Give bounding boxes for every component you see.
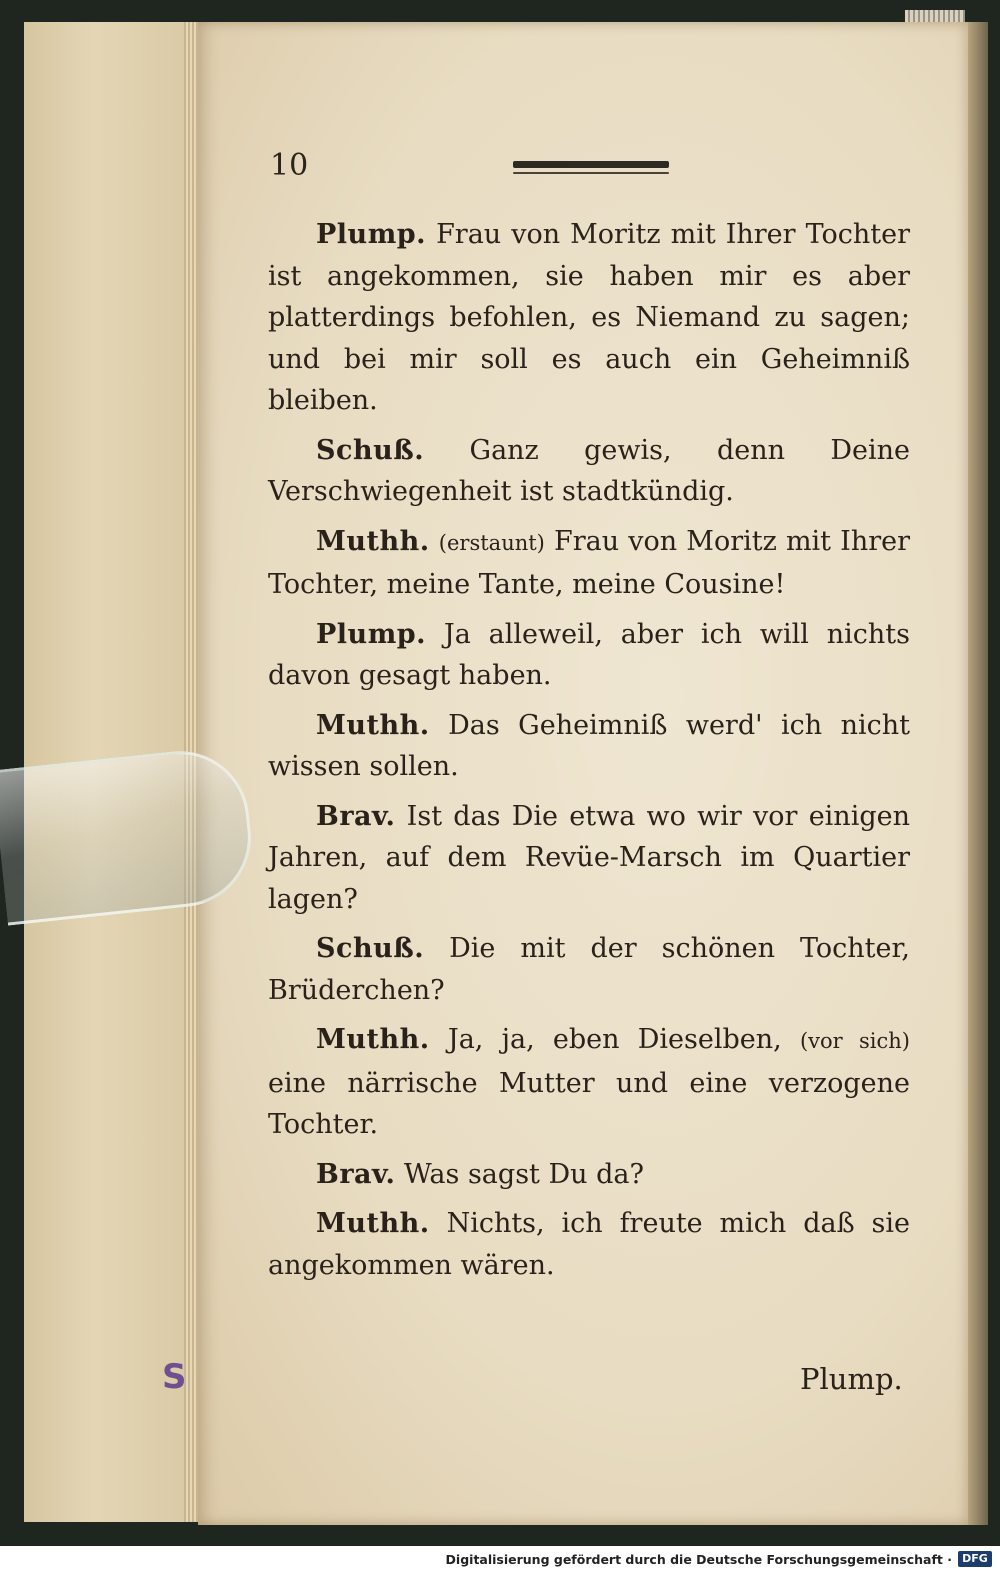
dialogue-text: Frau von Moritz mit Ihrer Tochter, meine Tante, meine Cousine! <box>268 525 911 600</box>
catchword: Plump. <box>800 1362 903 1396</box>
page-number: 10 <box>270 148 309 183</box>
dialogue-text: Ja, ja, eben Dieselben, <box>447 1024 782 1055</box>
dialogue-text: Frau von Moritz mit Ihrer Tochter ist angekommen, sie haben mir es aber platterdings befohlen, es Niemand zu sagen; und bei mir soll es auch ein Geheimniß bleiben. <box>268 219 910 416</box>
speaker-name: Brav. <box>316 800 396 832</box>
dfg-logo-icon: DFG <box>958 1551 992 1567</box>
dialogue-text: Die mit der schönen Tochter, Brüderchen? <box>268 933 910 1006</box>
stage-direction: (erstaunt) <box>438 530 545 555</box>
dialogue-text: Das Geheimniß werd' ich nicht wissen sollen. <box>268 709 910 782</box>
speaker-name: Muthh. <box>316 709 430 741</box>
speaker-name: Muthh. <box>316 1024 430 1055</box>
dialogue-paragraph <box>268 1154 910 1196</box>
dialogue-text: Was sagst Du da? <box>404 1158 644 1190</box>
funding-credit: Digitalisierung gefördert durch die Deutsche Forschungsgemeinschaft · <box>445 1552 952 1567</box>
speaker-name: Muthh. <box>316 1208 430 1239</box>
dialogue-text: Ganz gewis, denn Deine Verschwiegenheit ist stadtkündig. <box>268 434 910 507</box>
dialogue-text: Ja alleweil, aber ich will nichts davon gesagt haben. <box>268 618 910 691</box>
dialogue-paragraph <box>268 796 910 921</box>
dialogue-paragraph <box>268 1203 910 1286</box>
library-stamp: S <box>162 1357 187 1397</box>
dialogue-paragraph <box>268 614 910 697</box>
speaker-name: Plump. <box>316 219 427 250</box>
dialogue-paragraph <box>268 928 910 1011</box>
dialogue-paragraph <box>268 705 910 788</box>
header-rule <box>513 161 669 168</box>
speaker-name: Brav. <box>316 1158 396 1190</box>
page-shadow-strip <box>968 22 988 1525</box>
dialogue-paragraph <box>268 521 910 606</box>
speaker-name: Schuß. <box>316 434 425 466</box>
speaker-name: Schuß. <box>316 933 425 964</box>
dialogue-paragraph <box>268 1019 910 1146</box>
stage-direction: (vor sich) <box>799 1029 910 1053</box>
color-calibration-strip <box>905 10 965 22</box>
dialogue-paragraph <box>268 214 910 422</box>
speaker-name: Muthh. <box>316 525 430 557</box>
dialogue-text-continued: eine närrische Mutter und eine verzogene Tochter. <box>268 1067 910 1140</box>
dialogue-text: Nichts, ich freute mich daß sie angekommen wären. <box>268 1208 910 1281</box>
header-rule-thin <box>513 172 669 174</box>
speaker-name: Plump. <box>316 618 427 650</box>
page-text <box>268 214 910 1294</box>
dialogue-paragraph <box>268 430 910 513</box>
dialogue-text: Ist das Die etwa wo wir vor einigen Jahren, auf dem Revüe-Marsch im Quartier lagen? <box>268 800 910 915</box>
